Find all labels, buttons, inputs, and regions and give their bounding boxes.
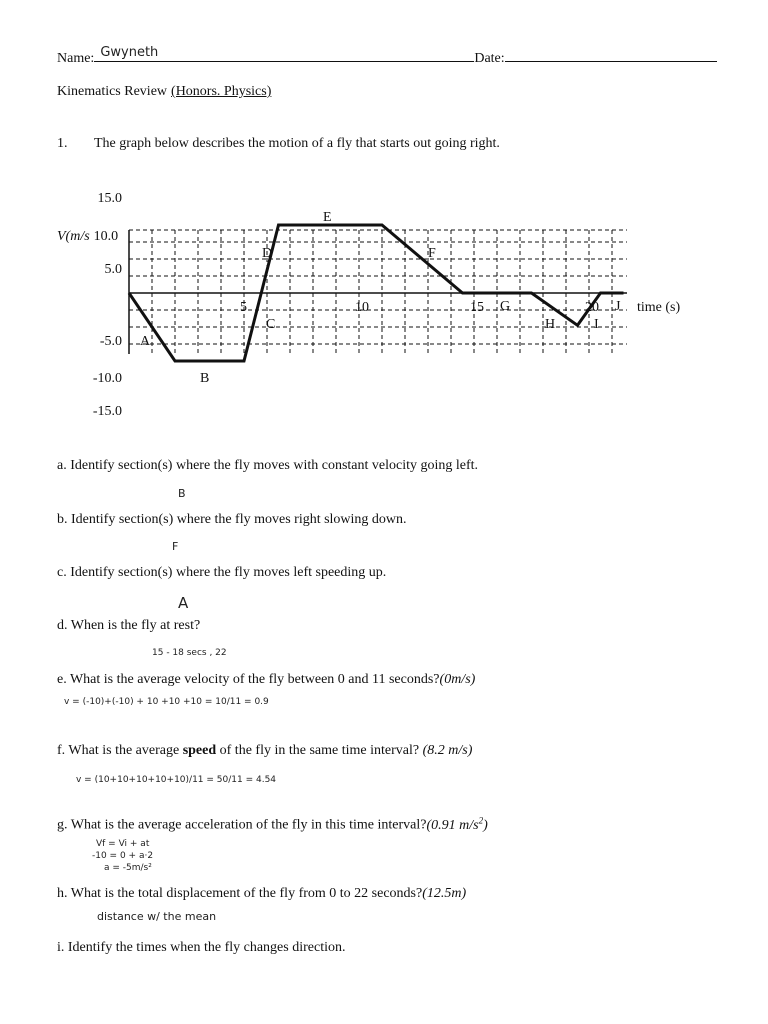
title-text: Kinematics Review: [57, 84, 168, 99]
question-g: g. What is the average acceleration of the fly in this time interval?(0.91 $m/s^2$): [57, 815, 488, 833]
section-label-j: J: [615, 299, 621, 314]
answer-e-key: (0m/s): [439, 672, 476, 687]
question-d: d. When is the fly at rest?: [57, 618, 201, 633]
y-tick-label: 5.0: [104, 262, 122, 277]
subtitle-text: (Honors. Physics): [171, 84, 272, 99]
section-label-f: F: [428, 246, 436, 261]
answer-a-handwritten: B: [178, 487, 186, 500]
answer-f-handwritten: v = (10+10+10+10+10)/11 = 50/11 = 4.54: [76, 775, 277, 785]
name-label: Name:: [57, 51, 95, 66]
y-tick-label: -15.0: [92, 404, 122, 419]
x-tick-label: 5: [240, 300, 247, 315]
y-tick-labels: [93, 191, 122, 419]
question-b: b. Identify section(s) where the fly moves right slowing down.: [57, 512, 407, 527]
answer-h-handwritten: distance w/ the mean: [97, 910, 217, 923]
answer-e-handwritten: v = (-10)+(-10) + 10 +10 +10 = 10/11 = 0.9: [64, 697, 269, 707]
y-tick-label: -10.0: [92, 371, 122, 386]
answer-b-handwritten: F: [172, 540, 179, 553]
question-h: h. What is the total displacement of the fly from 0 to 22 seconds?(12.5m): [57, 886, 467, 901]
section-label-i: I: [594, 317, 599, 332]
x-tick-label: 15: [470, 300, 484, 315]
y-tick-label: -5.0: [99, 334, 122, 349]
answer-g-key: (0.91 $m/s^2$): [426, 815, 488, 833]
x-axis-label: time (s): [637, 300, 681, 315]
section-label-d: D: [262, 246, 273, 261]
question-f: f. What is the average speed of the fly in the same time interval? (8.2 m/s): [57, 743, 473, 758]
velocity-time-graph: [0, 0, 768, 440]
section-label-h: H: [545, 317, 556, 332]
name-handwritten: Gwyneth: [100, 45, 159, 60]
question-c: c. Identify section(s) where the fly moves left speeding up.: [57, 565, 387, 580]
answer-d-handwritten: 15 - 18 secs , 22: [152, 648, 227, 658]
y-tick-label: 15.0: [97, 191, 122, 206]
section-label-g: G: [500, 299, 511, 314]
graph-grid: [129, 230, 627, 354]
answer-h-key: (12.5m): [422, 886, 467, 901]
y-axis-label: V(m/s 10.0: [57, 229, 119, 244]
section-label-b: B: [200, 371, 210, 386]
question-a: a. Identify section(s) where the fly moves with constant velocity going left.: [57, 458, 479, 473]
date-label: Date:: [474, 51, 505, 66]
problem-number: 1.: [57, 136, 68, 151]
x-tick-label: 10: [355, 300, 369, 315]
section-label-a: A: [140, 334, 151, 349]
answer-f-key: (8.2 m/s): [422, 743, 473, 758]
answer-g-handwritten: Vf = Vi + at -10 = 0 + a·2 a = -5m/s²: [92, 839, 154, 873]
question-e: e. What is the average velocity of the fly between 0 and 11 seconds?(0m/s): [57, 672, 476, 687]
section-label-c: C: [266, 317, 276, 332]
section-label-e: E: [323, 210, 332, 225]
problem-text: The graph below describes the motion of a fly that starts out going right.: [94, 136, 500, 151]
question-i: i. Identify the times when the fly changes direction.: [57, 940, 346, 955]
x-tick-label: 20: [585, 300, 599, 315]
answer-c-handwritten: A: [178, 594, 189, 612]
graph-axes: [129, 230, 627, 354]
